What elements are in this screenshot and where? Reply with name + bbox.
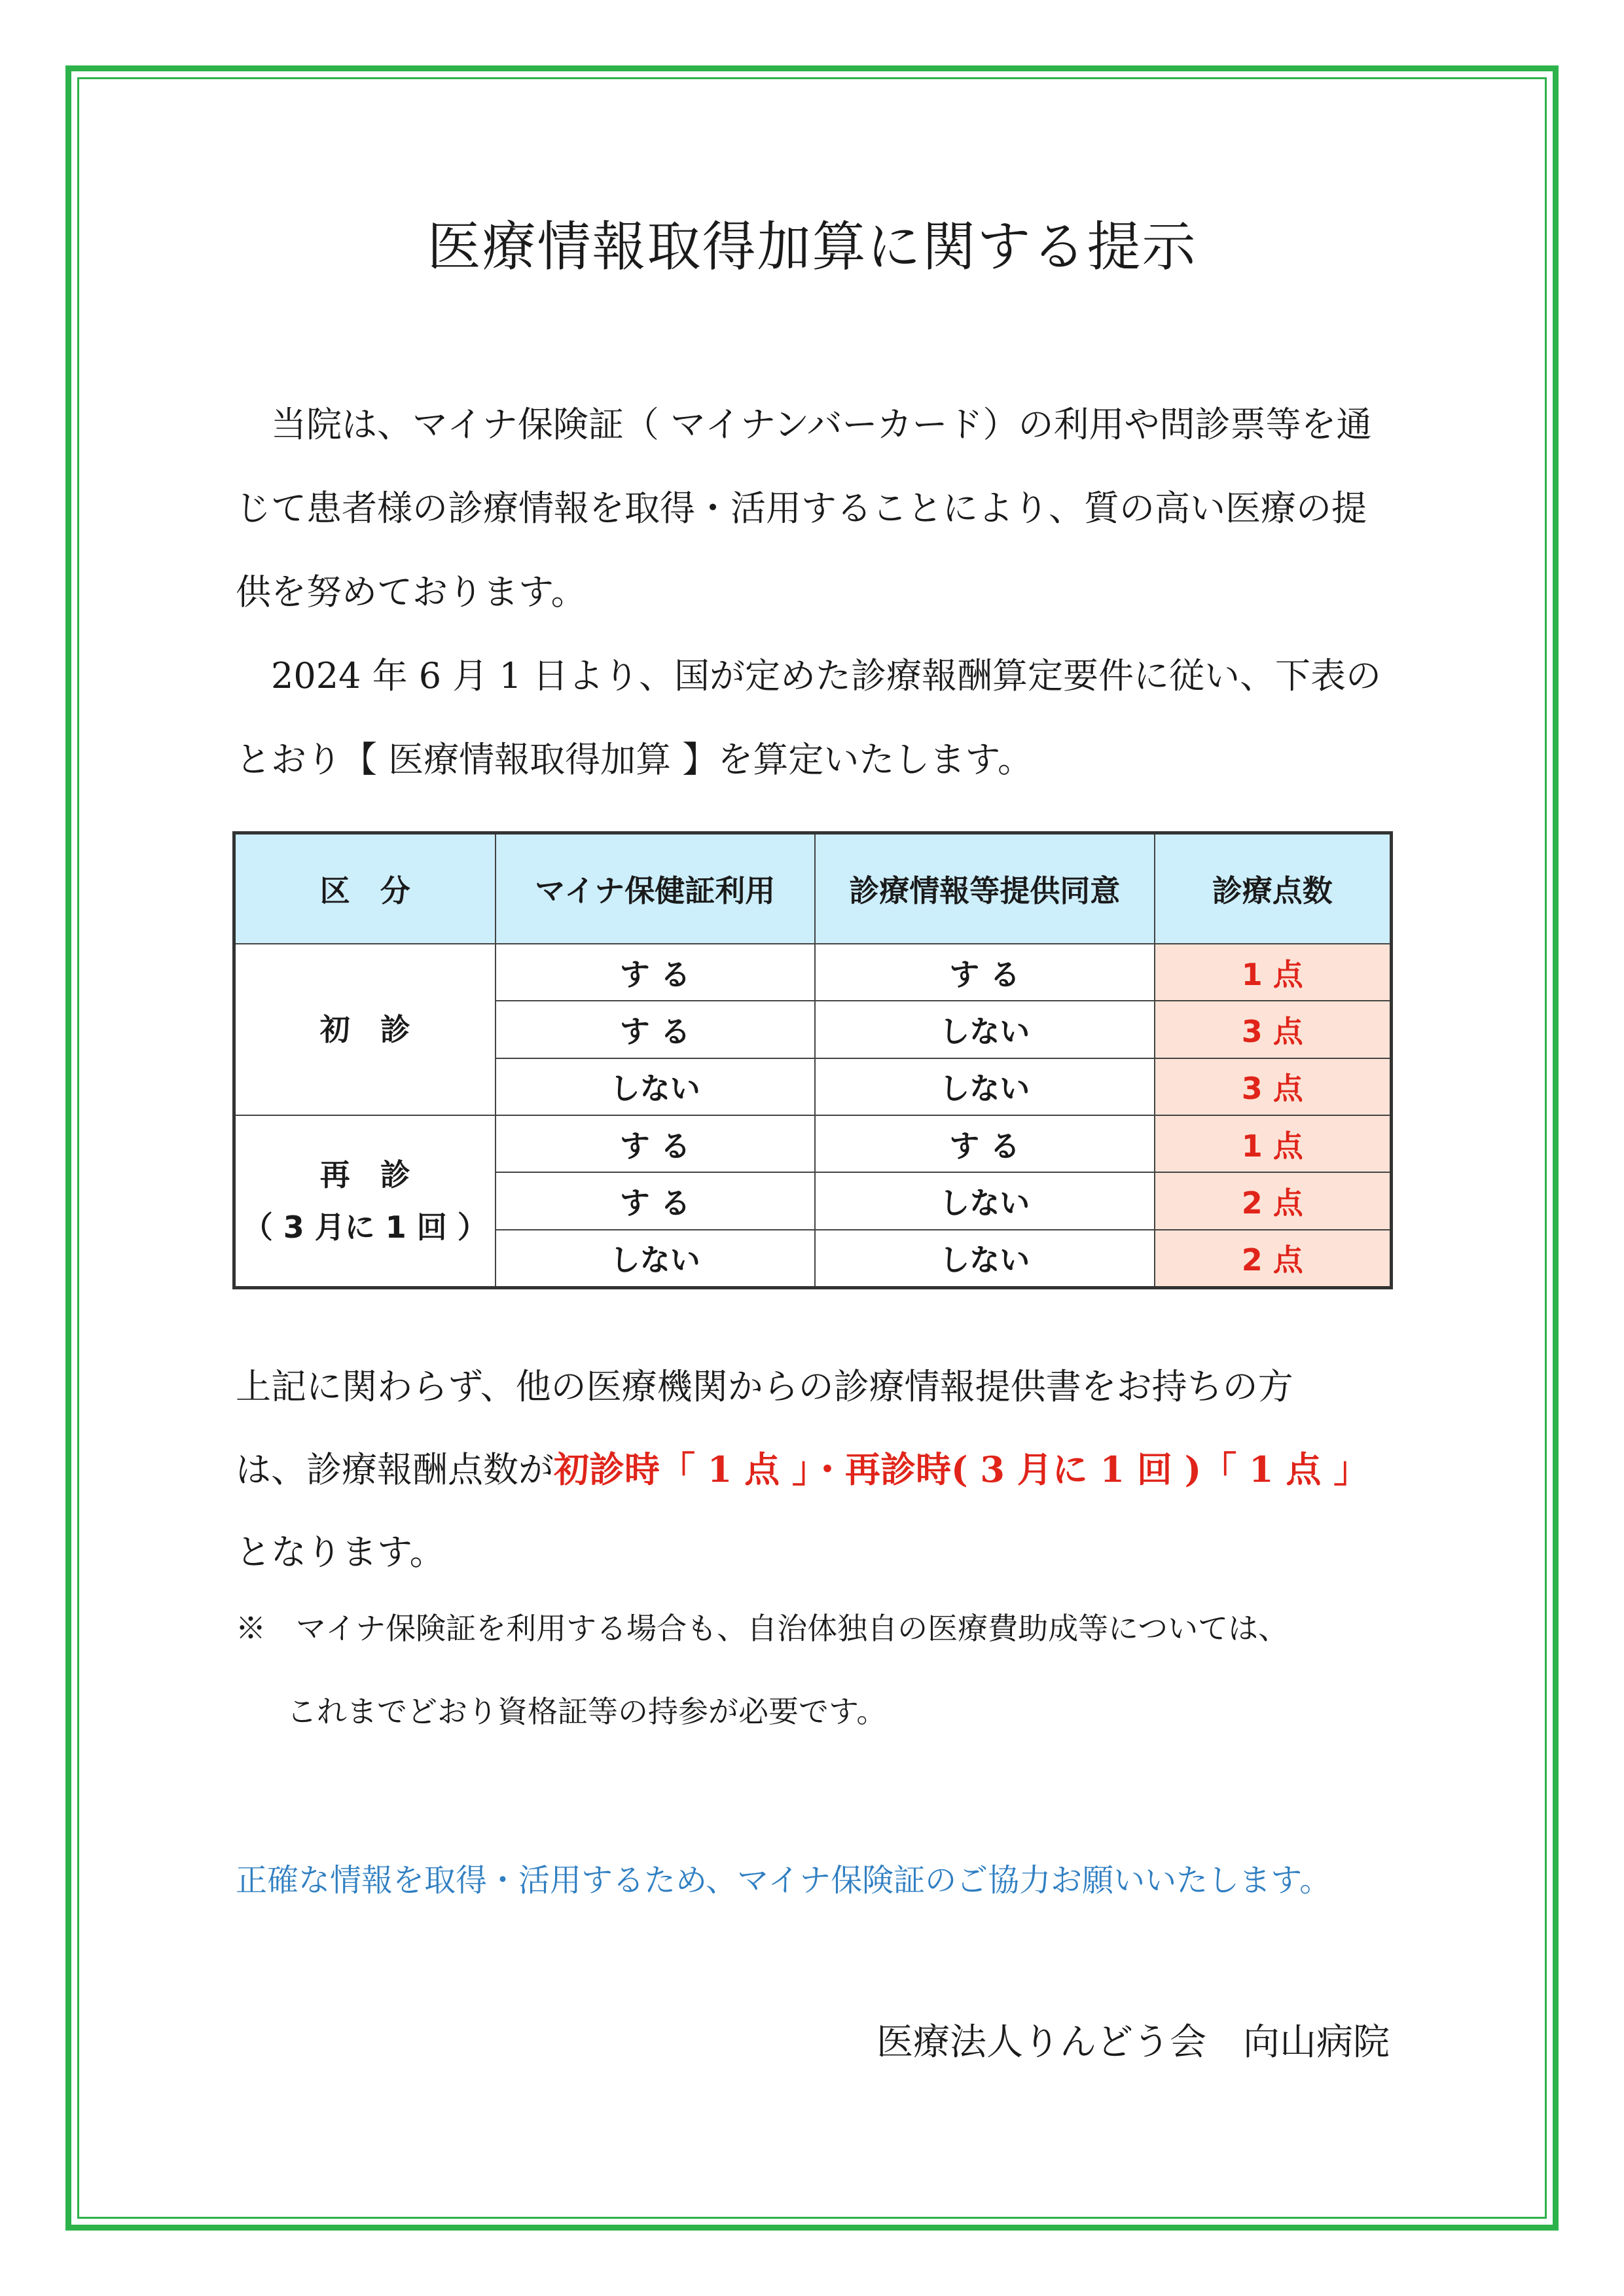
cell-points: 3 点 <box>1155 1058 1392 1115</box>
notice-line-2 <box>236 1428 1414 1511</box>
category-first-visit <box>234 944 496 1115</box>
notice-line-1: 上記に関わらず、他の医療機関からの診療情報提供書をお持ちの方 <box>236 1366 1293 1407</box>
category-sublabel: （ 3 月に 1 回 ） <box>242 1209 488 1245</box>
notice-paragraph <box>236 1346 1414 1594</box>
cell-consent: しない <box>815 1001 1154 1058</box>
cell-points: 2 点 <box>1155 1172 1392 1229</box>
notice-line-2-prefix: は、診療報酬点数が <box>236 1449 554 1490</box>
cell-points: 1 点 <box>1155 1115 1392 1172</box>
notice-line-3: となります。 <box>236 1532 445 1573</box>
table-row <box>234 1115 1392 1172</box>
appeal-text: 正確な情報を取得・活用するため、マイナ保険証のご協力お願いいたします。 <box>236 1862 1331 1899</box>
footnote-line-2: これまでどおり資格証等の持参が必要です。 <box>287 1694 887 1729</box>
cell-points: 2 点 <box>1155 1230 1392 1288</box>
intro-paragraph-1: 当院は、マイナ保険証（ マイナンバーカード）の利用や問診票等を通じて患者様の診療情報を取得・活用することにより、質の高い医療の提供を努めております。 <box>236 404 1372 613</box>
cell-points: 1 点 <box>1155 944 1392 1001</box>
header-points: 診療点数 <box>1155 833 1392 944</box>
cell-consent: しない <box>815 1172 1154 1229</box>
category-label: 再 診 <box>319 1157 410 1193</box>
header-category: 区 分 <box>234 833 496 944</box>
cell-use: す る <box>496 1001 816 1058</box>
cell-consent: しない <box>815 1058 1154 1115</box>
cell-use: す る <box>496 1115 816 1172</box>
cell-consent: しない <box>815 1230 1154 1288</box>
cell-use: しない <box>496 1230 816 1288</box>
cell-consent: す る <box>815 944 1154 1001</box>
category-revisit <box>234 1115 496 1288</box>
page-title: 医療情報取得加算に関する提示 <box>427 216 1197 278</box>
cell-consent: す る <box>815 1115 1154 1172</box>
cell-use: す る <box>496 1172 816 1229</box>
footnote-line-1: ※ マイナ保険証を利用する場合も、自治体独自の医療費助成等については、 <box>236 1611 1289 1646</box>
intro-paragraph-2: 2024 年 6 月 1 日より、国が定めた診療報酬算定要件に従い、下表のとおり【 医療情報取得加算 】を算定いたします。 <box>236 655 1381 780</box>
scoring-table <box>232 831 1393 1289</box>
header-consent: 診療情報等提供同意 <box>815 833 1154 944</box>
signature: 医療法人りんどう会 向山病院 <box>876 2021 1390 2064</box>
cell-use: しない <box>496 1058 816 1115</box>
header-myna-use: マイナ保健証利用 <box>496 833 816 944</box>
cell-points: 3 点 <box>1155 1001 1392 1058</box>
cell-use: す る <box>496 944 816 1001</box>
table-header-row <box>234 833 1392 944</box>
notice-emphasis: 初診時「 1 点 」・再診時( 3 月に 1 回 )「 1 点 」 <box>554 1448 1369 1490</box>
table-row <box>234 944 1392 1001</box>
category-label: 初 診 <box>319 1011 410 1047</box>
